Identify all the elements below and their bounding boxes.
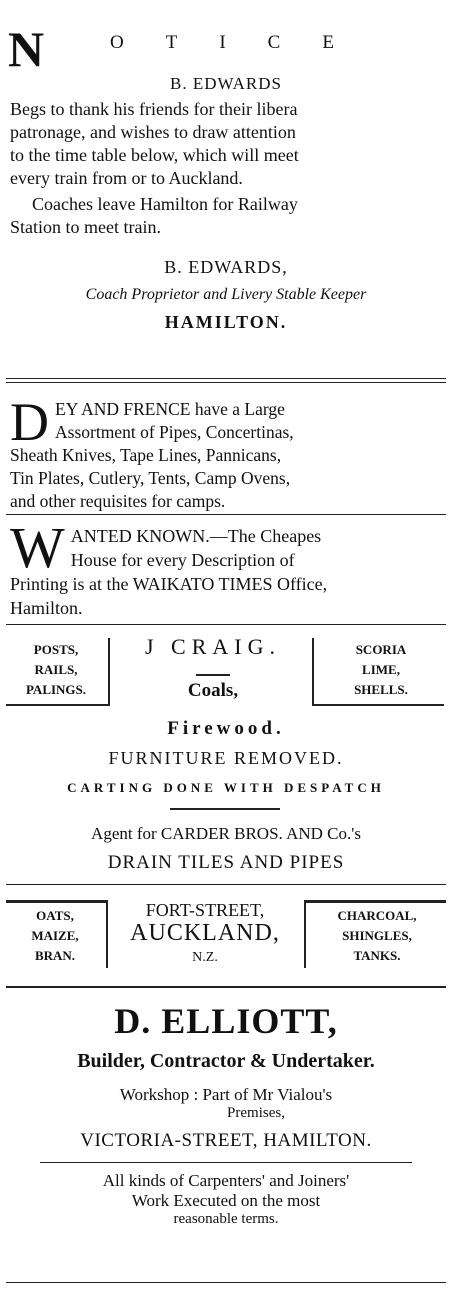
divider	[6, 986, 446, 988]
signature-name: B. EDWARDS,	[164, 257, 288, 277]
craig-left-item: PALINGS.	[25, 682, 87, 697]
elliott-street: VICTORIA-STREET, HAMILTON.	[80, 1130, 372, 1151]
signature-title: Coach Proprietor and Livery Stable Keeper	[85, 286, 367, 303]
craig-product: Coals,	[187, 680, 239, 701]
divider	[6, 514, 446, 515]
craig-country: N.Z.	[192, 950, 218, 965]
craig-misc-list	[310, 906, 444, 966]
craig-top-row	[0, 630, 452, 710]
elliott-name: D. ELLIOTT,	[114, 1001, 338, 1041]
short-rule	[170, 808, 280, 810]
dey-dropcap: D	[10, 392, 49, 452]
furniture-line: FURNITURE REMOVED.	[108, 748, 344, 768]
craig-street: FORT-STREET,	[145, 900, 265, 920]
carting-line: CARTING DONE WITH DESPATCH	[67, 780, 385, 795]
craig-left-item: POSTS,	[33, 642, 79, 657]
elliott-work-line: Work Executed on the most	[131, 1191, 321, 1210]
overline	[306, 900, 446, 903]
dey-line: Sheath Knives, Tape Lines, Pannicans,	[10, 445, 282, 465]
craig-misc-item: SHINGLES,	[342, 928, 412, 943]
column-rule	[304, 900, 306, 968]
column-rule	[108, 638, 110, 706]
dey-first-line: EY AND FRENCE have a Large	[55, 399, 285, 419]
divider	[6, 382, 446, 383]
elliott-ad	[0, 1000, 452, 1228]
notice-line: Begs to thank his friends for their libera	[10, 99, 298, 119]
notice-line: patronage, and wishes to draw attention	[10, 122, 296, 142]
craig-misc-item: CHARCOAL,	[337, 908, 417, 923]
signature-place: HAMILTON.	[164, 312, 288, 332]
craig-right-list	[318, 640, 444, 700]
dey-line: and other requisites for camps.	[10, 491, 226, 511]
craig-left-item: RAILS,	[34, 662, 78, 677]
elliott-work-line: All kinds of Carpenters' and Joiners'	[102, 1171, 350, 1190]
dey-line: Assortment of Pipes, Concertinas,	[55, 422, 294, 442]
edwards-notice-ad	[0, 0, 452, 333]
wanted-first-line: ANTED KNOWN.—The Cheapes	[70, 526, 322, 546]
overline	[6, 900, 106, 903]
craig-city: AUCKLAND,	[130, 920, 280, 946]
short-rule	[196, 674, 230, 676]
elliott-workshop: Workshop : Part of Mr Vialou's	[119, 1085, 333, 1104]
notice-line: every train from or to Auckland.	[10, 168, 243, 188]
short-rule	[40, 1162, 412, 1163]
coach-line: Coaches leave Hamilton for Railway	[32, 194, 298, 214]
craig-feed-item: BRAN.	[34, 948, 76, 963]
divider	[6, 1282, 446, 1283]
wanted-known-ad	[0, 515, 452, 620]
firewood-line: Firewood.	[167, 718, 285, 739]
craig-misc-item: TANKS.	[353, 948, 401, 963]
dey-french-ad	[0, 392, 452, 513]
wanted-line: Hamilton.	[10, 598, 83, 618]
elliott-premises: Premises,	[227, 1105, 285, 1121]
craig-name: J CRAIG.	[144, 634, 281, 659]
notice-dropcap: N	[8, 21, 45, 77]
dey-line: Tin Plates, Cutlery, Tents, Camp Ovens,	[10, 468, 291, 488]
notice-heading: OTICE	[110, 32, 376, 53]
elliott-work-line: reasonable terms.	[173, 1211, 279, 1227]
underline	[314, 704, 444, 706]
craig-right-item: SCORIA	[355, 642, 407, 657]
craig-left-list	[6, 640, 106, 700]
wanted-line: Printing is at the WAIKATO TIMES Office,	[10, 574, 328, 594]
wanted-dropcap: W	[10, 515, 65, 580]
divider	[6, 624, 446, 625]
drain-line: DRAIN TILES AND PIPES	[107, 852, 345, 873]
craig-feed-item: MAIZE,	[31, 928, 79, 943]
craig-bottom-row	[0, 896, 452, 976]
column-rule	[106, 900, 108, 968]
column-rule	[312, 638, 314, 706]
elliott-trade: Builder, Contractor & Undertaker.	[77, 1050, 375, 1072]
craig-feed-item: OATS,	[36, 908, 74, 923]
divider	[6, 378, 446, 379]
coach-line: Station to meet train.	[10, 217, 161, 237]
craig-feed-list	[6, 906, 104, 966]
craig-right-item: SHELLS.	[354, 682, 408, 697]
agent-line: Agent for CARDER BROS. AND Co.'s	[91, 824, 361, 843]
notice-line: to the time table below, which will meet	[10, 145, 299, 165]
divider	[6, 884, 446, 885]
craig-right-item: LIME,	[362, 662, 400, 677]
wanted-line: House for every Description of	[70, 550, 295, 570]
underline	[6, 704, 110, 706]
notice-name: B. EDWARDS	[169, 74, 282, 93]
